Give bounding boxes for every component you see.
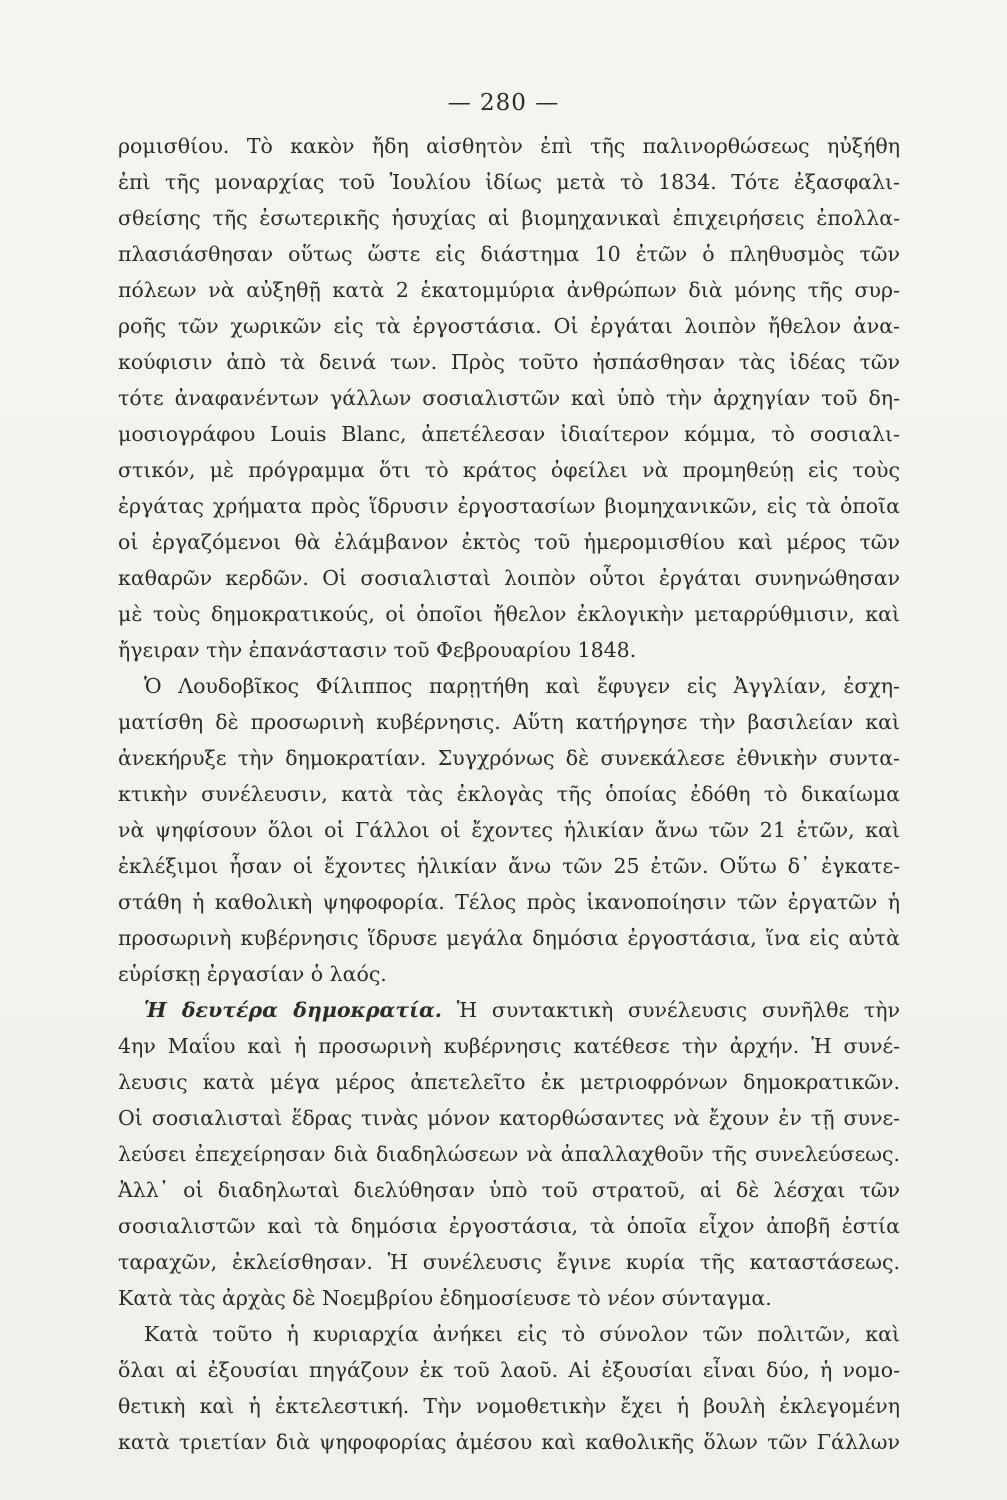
text-line: εὑρίσκῃ ἐργασίαν ὁ λαός. — [118, 962, 387, 986]
text-line: σθείσης τῆς ἐσωτερικῆς ἡσυχίας αἱ βιομηχανικαὶ ἐπιχειρήσεις ἐπολλα- — [118, 206, 900, 230]
text-line: οἱ ἐργαζόμενοι θὰ ἐλάμβανον ἐκτὸς τοῦ ἡμερομισθίου καὶ μέρος τῶν — [118, 530, 900, 554]
heading-line-rest: Ἡ συντακτικὴ συνέλευσις συνῆλθε τὴν — [441, 998, 900, 1022]
page-number: — 280 — — [447, 90, 560, 116]
text-line: θετικὴ καὶ ἡ ἐκτελεστική. Τὴν νομοθετικὴν ἔχει ἡ βουλὴ ἐκλεγομένη — [118, 1394, 900, 1418]
text-line: ταραχῶν, ἐκλείσθησαν. Ἡ συνέλευσις ἔγινε κυρία τῆς καταστάσεως. — [118, 1250, 900, 1274]
text-line: τότε ἀναφανέντων γάλλων σοσιαλιστῶν καὶ ὑπὸ τὴν ἀρχηγίαν τοῦ δη- — [118, 386, 900, 410]
paragraph-3 — [118, 992, 900, 1316]
text-line: στάθη ἡ καθολικὴ ψηφοφορία. Τέλος πρὸς ἱκανοποίησιν τῶν ἐργατῶν ἡ — [118, 890, 900, 914]
text-line: ροῆς τῶν χωρικῶν εἰς τὰ ἐργοστάσια. Οἱ ἐργάται λοιπὸν ἤθελον ἀνα- — [118, 314, 900, 338]
text-line: πλασιάσθησαν οὕτως ὥστε εἰς διάστημα 10 ἐτῶν ὁ πληθυσμὸς τῶν — [118, 242, 900, 266]
text-line: λεύσει ἐπεχείρησαν διὰ διαδηλώσεων νὰ ἀπαλλαχθοῦν τῆς συνελεύσεως. — [118, 1142, 900, 1166]
text-line: ἐργάτας χρήματα πρὸς ἵδρυσιν ἐργοστασίων βιομηχανικῶν, εἰς τὰ ὁποῖα — [118, 494, 900, 518]
text-line: ἐκλέξιμοι ἦσαν οἱ ἔχοντες ἡλικίαν ἄνω τῶν 25 ἐτῶν. Οὕτω δ᾽ ἐγκατε- — [118, 854, 900, 878]
text-line: ἀνεκήρυξε τὴν δημοκρατίαν. Συγχρόνως δὲ συνεκάλεσε ἐθνικὴν συντα- — [118, 746, 900, 770]
text-line: Ὁ Λουδοβῖκος Φίλιππος παρῃτήθη καὶ ἔφυγεν εἰς Ἀγγλίαν, ἐσχη- — [144, 674, 900, 698]
text-line: νὰ ψηφίσουν ὅλοι οἱ Γάλλοι οἱ ἔχοντες ἡλικίαν ἄνω τῶν 21 ἐτῶν, καὶ — [118, 818, 900, 842]
text-line: ρομισθίου. Τὸ κακὸν ἤδη αἰσθητὸν ἐπὶ τῆς παλινορθώσεως ηὐξήθη — [118, 134, 900, 158]
text-line: μοσιογράφου Louis Blanc, ἀπετέλεσαν ἰδιαίτερον κόμμα, τὸ σοσιαλι- — [118, 422, 900, 446]
text-line: μὲ τοὺς δημοκρατικούς, οἱ ὁποῖοι ἤθελον ἐκλογικὴν μεταρρύθμισιν, καὶ — [118, 602, 900, 626]
text-line: Ἀλλ᾽ οἱ διαδηλωταὶ διελύθησαν ὑπὸ τοῦ στρατοῦ, αἱ δὲ λέσχαι τῶν — [118, 1178, 900, 1202]
text-line: Κατὰ τὰς ἀρχὰς δὲ Νοεμβρίου ἐδημοσίευσε τὸ νέον σύνταγμα. — [118, 1286, 772, 1310]
section-heading: Ἡ δευτέρα δημοκρατία. — [144, 998, 442, 1022]
text-line: καθαρῶν κερδῶν. Οἱ σοσιαλισταὶ λοιπὸν οὗτοι ἐργάται συνηνώθησαν — [118, 566, 900, 590]
text-line: Οἱ σοσιαλισταὶ ἕδρας τινὰς μόνον κατορθώσαντες νὰ ἔχουν ἐν τῇ συνε- — [118, 1106, 900, 1130]
text-line: σοσιαλιστῶν καὶ τὰ δημόσια ἐργοστάσια, τὰ ὁποῖα εἶχον ἀποβῆ ἑστία — [118, 1214, 900, 1238]
text-line: ἤγειραν τὴν ἐπανάστασιν τοῦ Φεβρουαρίου 1848. — [118, 638, 637, 662]
paragraph-1 — [118, 128, 900, 668]
text-line: ἐπὶ τῆς μοναρχίας τοῦ Ἰουλίου ἰδίως μετὰ τὸ 1834. Τότε ἐξασφαλι- — [118, 170, 900, 194]
paragraph-4 — [118, 1316, 900, 1460]
text-line: κατὰ τριετίαν διὰ ψηφοφορίας ἀμέσου καὶ καθολικῆς ὅλων τῶν Γάλλων — [118, 1430, 900, 1454]
text-line: κούφισιν ἀπὸ τὰ δεινά των. Πρὸς τοῦτο ἠσπάσθησαν τὰς ἰδέας τῶν — [118, 350, 900, 374]
text-line: πόλεων νὰ αὐξηθῇ κατὰ 2 ἑκατομμύρια ἀνθρώπων διὰ μόνης τῆς συρ- — [118, 278, 900, 302]
text-line: ὅλαι αἱ ἐξουσίαι πηγάζουν ἐκ τοῦ λαοῦ. Αἱ ἐξουσίαι εἶναι δύο, ἡ νομο- — [118, 1358, 900, 1382]
paragraph-2 — [118, 668, 900, 992]
text-line: στικόν, μὲ πρόγραμμα ὅτι τὸ κράτος ὀφείλει νὰ προμηθεύῃ εἰς τοὺς — [118, 458, 900, 482]
text-line: Κατὰ τοῦτο ἡ κυριαρχία ἀνήκει εἰς τὸ σύνολον τῶν πολιτῶν, καὶ — [144, 1322, 900, 1346]
text-line: λευσις κατὰ μέγα μέρος ἀπετελεῖτο ἐκ μετριοφρόνων δημοκρατικῶν. — [118, 1070, 900, 1094]
text-line: προσωρινὴ κυβέρνησις ἵδρυσε μεγάλα δημόσια ἐργοστάσια, ἵνα εἰς αὐτὰ — [118, 926, 900, 950]
text-line: 4ην Μαΐου καὶ ἡ προσωρινὴ κυβέρνησις κατέθεσε τὴν ἀρχήν. Ἡ συνέ- — [118, 1034, 900, 1058]
text-line — [118, 992, 900, 1028]
body-text — [118, 128, 900, 1460]
text-line: κτικὴν συνέλευσιν, κατὰ τὰς ἐκλογὰς τῆς ὁποίας ἐδόθη τὸ δικαίωμα — [118, 782, 900, 806]
text-line: ματίσθη δὲ προσωρινὴ κυβέρνησις. Αὕτη κατήργησε τὴν βασιλείαν καὶ — [118, 710, 900, 734]
